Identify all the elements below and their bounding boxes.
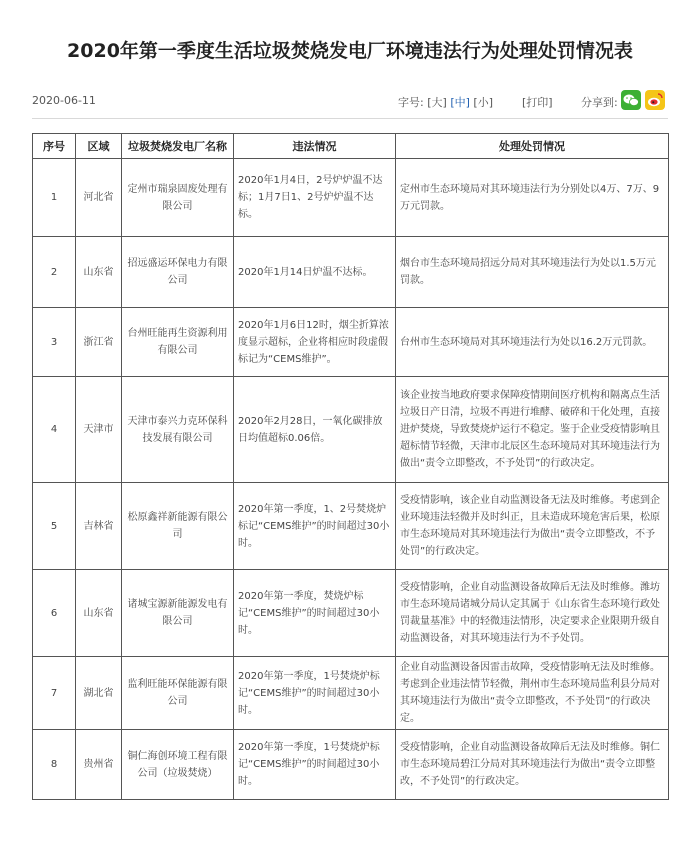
table-header-row: [33, 134, 669, 159]
col-header-plant-name: 垃圾焚烧发电厂名称: [122, 134, 234, 159]
row-penalty: 该企业按当地政府要求保障疫情期间医疗机构和隔离点生活垃圾日产日清，垃圾不再进行堆酵、破碎和干化处理，直接进炉焚烧，导致焚烧炉运行不稳定。鉴于企业受疫情影响且超标情节轻微，天津市北辰区生态环境局对其环境违法行为做出“责令立即整改，不予处罚”的行政决定。: [396, 377, 669, 483]
row-region: 湖北省: [76, 657, 122, 730]
row-violation: 2020年第一季度，1、2号焚烧炉标记“CEMS维护”的时间超过30小时。: [234, 483, 396, 570]
print-button[interactable]: [打印]: [522, 96, 553, 109]
row-penalty: 定州市生态环境局对其环境违法行为分别处以4万、7万、9万元罚款。: [396, 159, 669, 237]
row-no: 5: [33, 483, 76, 570]
font-size-label: 字号:: [398, 96, 424, 109]
weibo-share-icon[interactable]: [645, 90, 665, 110]
col-header-penalty: 处理处罚情况: [396, 134, 669, 159]
header-divider: [32, 118, 668, 119]
row-plant-name: 定州市瑞泉固废处理有限公司: [122, 159, 234, 237]
row-plant-name: 台州旺能再生资源利用有限公司: [122, 308, 234, 377]
row-region: 河北省: [76, 159, 122, 237]
share-label: 分享到:: [581, 96, 618, 109]
col-header-no: 序号: [33, 134, 76, 159]
table-row: [33, 159, 669, 237]
row-violation: 2020年1月14日炉温不达标。: [234, 237, 396, 308]
col-header-region: 区域: [76, 134, 122, 159]
row-penalty: 企业自动监测设备因雷击故障，受疫情影响无法及时维修。考虑到企业违法情节轻微，荆州市生态环境局监利县分局对其环境违法行为做出“责令立即整改，不予处罚”的行政决定。: [396, 657, 669, 730]
row-violation: 2020年1月6日12时，烟尘折算浓度显示超标，企业将相应时段虚假标记为“CEMS维护”。: [234, 308, 396, 377]
row-no: 1: [33, 159, 76, 237]
row-region: 贵州省: [76, 730, 122, 800]
row-region: 山东省: [76, 237, 122, 308]
row-violation: 2020年1月4日，2号炉炉温不达标；1月7日1、2号炉炉温不达标。: [234, 159, 396, 237]
table-row: [33, 377, 669, 483]
row-violation: 2020年第一季度，1号焚烧炉标记“CEMS维护”的时间超过30小时。: [234, 657, 396, 730]
row-no: 2: [33, 237, 76, 308]
table-row: [33, 570, 669, 657]
table-row: [33, 657, 669, 730]
row-no: 6: [33, 570, 76, 657]
row-region: 吉林省: [76, 483, 122, 570]
col-header-violation: 违法情况: [234, 134, 396, 159]
page-title: 2020年第一季度生活垃圾焚烧发电厂环境违法行为处理处罚情况表: [67, 40, 633, 62]
row-plant-name: 监利旺能环保能源有限公司: [122, 657, 234, 730]
row-plant-name: 天津市泰兴力克环保科技发展有限公司: [122, 377, 234, 483]
row-plant-name: 铜仁海创环境工程有限公司（垃圾焚烧）: [122, 730, 234, 800]
table-row: [33, 483, 669, 570]
row-plant-name: 诸城宝源新能源发电有限公司: [122, 570, 234, 657]
row-plant-name: 松原鑫祥新能源有限公司: [122, 483, 234, 570]
row-no: 8: [33, 730, 76, 800]
font-large-button[interactable]: [大]: [427, 96, 447, 109]
font-size-controls: [398, 94, 493, 110]
row-violation: 2020年第一季度，1号焚烧炉标记“CEMS维护”的时间超过30小时。: [234, 730, 396, 800]
publish-date: 2020-06-11: [32, 94, 96, 107]
row-no: 4: [33, 377, 76, 483]
row-violation: 2020年2月28日，一氧化碳排放日均值超标0.06倍。: [234, 377, 396, 483]
row-violation: 2020年第一季度，焚烧炉标记“CEMS维护”的时间超过30小时。: [234, 570, 396, 657]
row-region: 天津市: [76, 377, 122, 483]
row-no: 3: [33, 308, 76, 377]
font-medium-button[interactable]: [中]: [450, 96, 470, 109]
table-row: [33, 237, 669, 308]
table-row: [33, 730, 669, 800]
font-small-button[interactable]: [小]: [473, 96, 493, 109]
penalty-table: [32, 133, 669, 800]
row-penalty: 受疫情影响，企业自动监测设备故障后无法及时维修。潍坊市生态环境局诸城分局认定其属于《山东省生态环境行政处罚裁量基准》中的轻微违法情形，决定要求企业限期升级自动监测设备，对其环境违法行为不予处罚。: [396, 570, 669, 657]
table-row: [33, 308, 669, 377]
row-penalty: 受疫情影响，该企业自动监测设备无法及时维修。考虑到企业环境违法轻微并及时纠正，且未造成环境危害后果，松原市生态环境局对其环境违法行为做出“责令立即整改，不予处罚”的行政决定。: [396, 483, 669, 570]
article-meta-bar: [32, 92, 668, 110]
row-no: 7: [33, 657, 76, 730]
row-region: 山东省: [76, 570, 122, 657]
row-plant-name: 招远盛运环保电力有限公司: [122, 237, 234, 308]
row-penalty: 受疫情影响，企业自动监测设备故障后无法及时维修。铜仁市生态环境局碧江分局对其环境违法行为做出“责令立即整改，不予处罚”的行政决定。: [396, 730, 669, 800]
row-penalty: 烟台市生态环境局招远分局对其环境违法行为处以1.5万元罚款。: [396, 237, 669, 308]
row-penalty: 台州市生态环境局对其环境违法行为处以16.2万元罚款。: [396, 308, 669, 377]
wechat-share-icon[interactable]: [621, 90, 641, 110]
row-region: 浙江省: [76, 308, 122, 377]
